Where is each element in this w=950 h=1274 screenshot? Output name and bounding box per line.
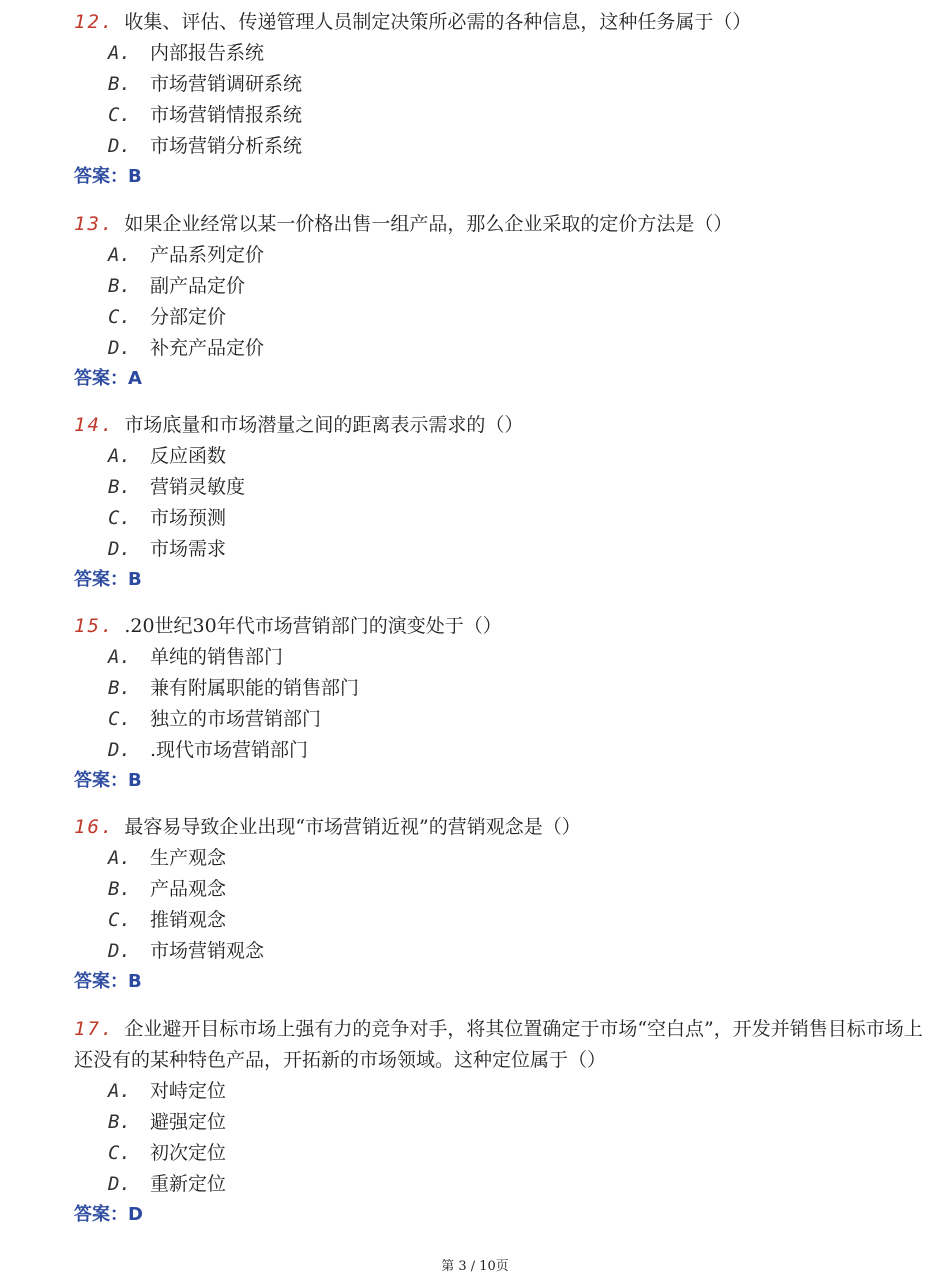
question-stem xyxy=(74,611,930,642)
option-text: 产品系列定价 xyxy=(150,244,265,266)
option-letter: A. xyxy=(108,1080,131,1102)
option-text: 市场营销情报系统 xyxy=(150,104,303,126)
option-d xyxy=(108,333,930,364)
question-stem xyxy=(74,410,930,441)
answer-label: 答案：D xyxy=(74,1204,143,1225)
question-17 xyxy=(74,1014,930,1230)
option-text: .现代市场营销部门 xyxy=(150,739,309,761)
option-text: 独立的市场营销部门 xyxy=(150,708,322,730)
option-d xyxy=(108,735,930,766)
option-text: 初次定位 xyxy=(150,1142,227,1164)
option-letter: A. xyxy=(108,42,131,64)
question-text: 市场底量和市场潜量之间的距离表示需求的（） xyxy=(124,414,524,436)
option-b xyxy=(108,1107,930,1138)
option-letter: D. xyxy=(108,337,131,359)
option-letter: D. xyxy=(108,538,131,560)
option-letter: C. xyxy=(108,104,131,126)
option-letter: A. xyxy=(108,847,131,869)
option-letter: C. xyxy=(108,507,131,529)
option-letter: B. xyxy=(108,275,131,297)
question-text: 如果企业经常以某一价格出售一组产品，那么企业采取的定价方法是（） xyxy=(124,213,733,235)
question-12 xyxy=(74,7,930,192)
option-letter: B. xyxy=(108,677,131,699)
page-footer: 第 3 / 10页 xyxy=(441,1259,509,1274)
option-c xyxy=(108,1138,930,1169)
question-number: 13. xyxy=(74,213,115,235)
option-c xyxy=(108,704,930,735)
option-b xyxy=(108,673,930,704)
question-number: 12. xyxy=(74,11,115,33)
option-a xyxy=(108,240,930,271)
option-b xyxy=(108,472,930,503)
option-letter: D. xyxy=(108,135,131,157)
option-d xyxy=(108,936,930,967)
question-16 xyxy=(74,812,930,997)
question-14 xyxy=(74,410,930,595)
option-letter: D. xyxy=(108,940,131,962)
option-text: 单纯的销售部门 xyxy=(150,646,284,668)
option-text: 副产品定价 xyxy=(150,275,246,297)
question-stem xyxy=(74,209,930,240)
option-text: 补充产品定价 xyxy=(150,337,265,359)
option-letter: C. xyxy=(108,909,131,931)
option-c xyxy=(108,503,930,534)
option-text: 生产观念 xyxy=(150,847,227,869)
option-letter: A. xyxy=(108,445,131,467)
option-text: 重新定位 xyxy=(150,1173,227,1195)
option-text: 市场营销调研系统 xyxy=(150,73,303,95)
option-letter: A. xyxy=(108,244,131,266)
option-letter: D. xyxy=(108,1173,131,1195)
option-a xyxy=(108,441,930,472)
option-letter: B. xyxy=(108,1111,131,1133)
option-text: 推销观念 xyxy=(150,909,227,931)
answer-label: 答案：B xyxy=(74,569,142,590)
option-b xyxy=(108,874,930,905)
question-number: 14. xyxy=(74,414,115,436)
option-text: 反应函数 xyxy=(150,445,227,467)
option-text: 内部报告系统 xyxy=(150,42,265,64)
option-letter: C. xyxy=(108,708,131,730)
question-13 xyxy=(74,209,930,394)
option-text: 市场营销观念 xyxy=(150,940,265,962)
option-letter: C. xyxy=(108,1142,131,1164)
option-letter: B. xyxy=(108,476,131,498)
answer-label: 答案：A xyxy=(74,368,142,389)
option-letter: D. xyxy=(108,739,131,761)
option-letter: B. xyxy=(108,73,131,95)
option-b xyxy=(108,69,930,100)
question-text: .20世纪30年代市场营销部门的演变处于（） xyxy=(124,615,502,637)
option-d xyxy=(108,131,930,162)
option-c xyxy=(108,302,930,333)
option-text: 市场预测 xyxy=(150,507,227,529)
question-text: 收集、评估、传递管理人员制定决策所必需的各种信息，这种任务属于（） xyxy=(124,11,752,33)
question-number: 17. xyxy=(74,1018,115,1040)
option-text: 避强定位 xyxy=(150,1111,227,1133)
option-a xyxy=(108,843,930,874)
option-letter: A. xyxy=(108,646,131,668)
option-text: 兼有附属职能的销售部门 xyxy=(150,677,360,699)
option-text: 分部定价 xyxy=(150,306,227,328)
option-b xyxy=(108,271,930,302)
question-15 xyxy=(74,611,930,796)
option-letter: C. xyxy=(108,306,131,328)
question-text: 最容易导致企业出现“市场营销近视”的营销观念是（） xyxy=(124,816,581,838)
option-text: 市场营销分析系统 xyxy=(150,135,303,157)
option-d xyxy=(108,534,930,565)
answer-label: 答案：B xyxy=(74,166,142,187)
option-text: 市场需求 xyxy=(150,538,227,560)
option-a xyxy=(108,642,930,673)
option-c xyxy=(108,100,930,131)
question-text: 企业避开目标市场上强有力的竞争对手，将其位置确定于市场“空白点”，开发并销售目标市场上还没有的某种特色产品，开拓新的市场领域。这种定位属于（） xyxy=(74,1018,923,1071)
option-text: 营销灵敏度 xyxy=(150,476,246,498)
option-text: 对峙定位 xyxy=(150,1080,227,1102)
question-number: 15. xyxy=(74,615,115,637)
question-stem xyxy=(74,1014,930,1076)
answer-label: 答案：B xyxy=(74,971,142,992)
option-c xyxy=(108,905,930,936)
question-stem xyxy=(74,812,930,843)
option-d xyxy=(108,1169,930,1200)
option-letter: B. xyxy=(108,878,131,900)
question-stem xyxy=(74,7,930,38)
option-a xyxy=(108,1076,930,1107)
option-a xyxy=(108,38,930,69)
option-text: 产品观念 xyxy=(150,878,227,900)
answer-label: 答案：B xyxy=(74,770,142,791)
question-number: 16. xyxy=(74,816,115,838)
